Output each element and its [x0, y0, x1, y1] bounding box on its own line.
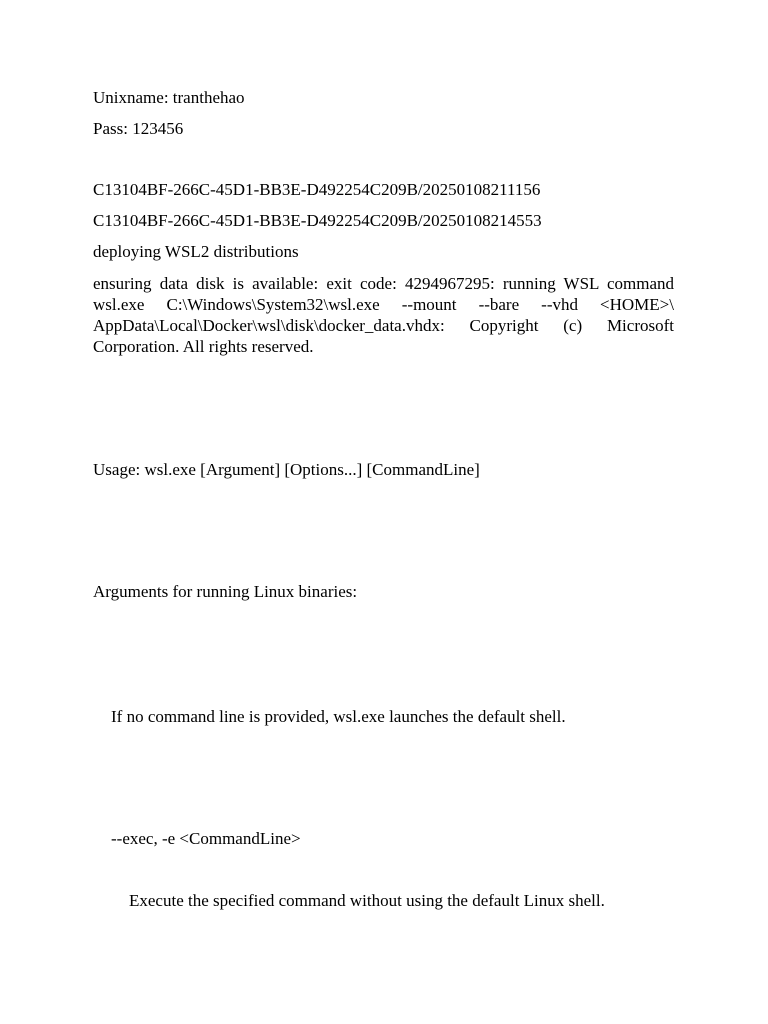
guid-line-2: C13104BF-266C-45D1-BB3E-D492254C209B/20250108214553: [93, 211, 542, 230]
password-line: Pass: 123456: [93, 119, 184, 138]
usage-line: Usage: wsl.exe [Argument] [Options...] [CommandLine]: [93, 460, 480, 479]
exec-description-line: Execute the specified command without using the default Linux shell.: [129, 891, 605, 910]
no-command-line-text: If no command line is provided, wsl.exe launches the default shell.: [111, 707, 566, 726]
guid-line-1: C13104BF-266C-45D1-BB3E-D492254C209B/20250108211156: [93, 180, 541, 199]
unixname-line: Unixname: tranthehao: [93, 88, 245, 107]
deploying-line: deploying WSL2 distributions: [93, 242, 299, 261]
exec-option-line: --exec, -e <CommandLine>: [111, 829, 301, 848]
arguments-heading: Arguments for running Linux binaries:: [93, 582, 358, 601]
error-paragraph: ensuring data disk is available: exit code: 4294967295: running WSL command wsl.exe C:\Windows\System32\wsl.exe --mount --bare --vhd <HOME>\ AppData\Local\Docker\wsl\disk\docker_data.vhdx: Copyright (c) Microsoft Corporation. All rights reserved.: [93, 274, 674, 356]
